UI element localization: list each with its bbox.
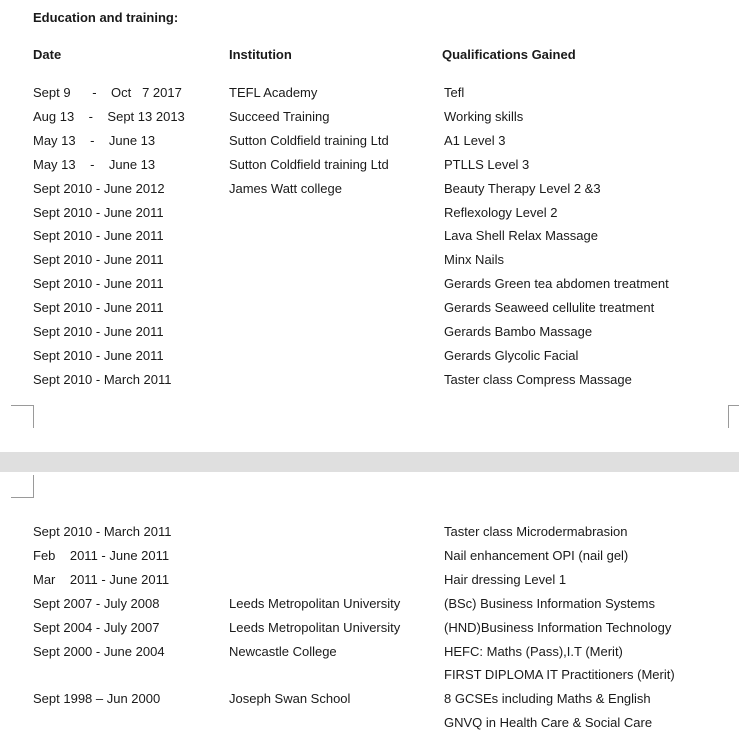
row-date: Sept 9 - Oct 7 2017 [33, 85, 182, 100]
row-qualification: PTLLS Level 3 [444, 156, 530, 172]
row-date: Sept 2007 - July 2008 [33, 595, 160, 611]
education-row [0, 205, 739, 225]
row-qualification: Minx Nails [444, 252, 504, 268]
row-institution: Sutton Coldfield training Ltd [229, 156, 389, 172]
education-row [0, 276, 739, 296]
education-row [0, 572, 739, 592]
row-qualification: Gerards Glycolic Facial [444, 347, 579, 363]
row-qualification: (BSc) Business Information Systems [444, 595, 655, 611]
row-qualification: Nail enhancement OPI (nail gel) [444, 547, 629, 563]
row-date: Sept 2010 - June 2011 [33, 252, 164, 268]
row-qualification: Beauty Therapy Level 2 &3 [444, 180, 601, 196]
row-qualification: Tefl [444, 85, 465, 100]
row-qualification: Taster class Compress Massage [444, 371, 632, 387]
row-institution: Leeds Metropolitan University [229, 595, 401, 611]
education-row [0, 620, 739, 640]
page-margin-corner-mark [11, 405, 34, 428]
row-qualification: HEFC: Maths (Pass),I.T (Merit) [444, 643, 623, 659]
row-qualification: Reflexology Level 2 [444, 204, 558, 220]
row-date: Sept 2010 - June 2011 [33, 347, 164, 363]
row-date: Sept 2010 - June 2011 [33, 228, 164, 244]
row-institution: Leeds Metropolitan University [229, 619, 401, 635]
row-date: Sept 2010 - March 2011 [33, 371, 172, 387]
education-row [0, 300, 739, 320]
row-date: Sept 2010 - June 2011 [33, 204, 164, 220]
document-page-2 [0, 472, 739, 743]
row-institution: TEFL Academy [229, 85, 318, 100]
page-margin-corner-mark [11, 475, 34, 498]
row-qualification: Hair dressing Level 1 [444, 571, 567, 587]
row-qualification: A1 Level 3 [444, 132, 506, 148]
row-date: Sept 2004 - July 2007 [33, 619, 160, 635]
education-row [0, 372, 739, 392]
column-header-date: Date [33, 47, 62, 62]
row-qualification: Taster class Microdermabrasion [444, 524, 628, 539]
education-row [0, 324, 739, 344]
row-institution: Succeed Training [229, 108, 330, 124]
row-date: Sept 2000 - June 2004 [33, 643, 165, 659]
page-break-gap [0, 452, 739, 472]
row-institution: Joseph Swan School [229, 691, 351, 707]
row-qualification: (HND)Business Information Technology [444, 619, 672, 635]
row-date: Aug 13 - Sept 13 2013 [33, 108, 185, 124]
education-row [0, 85, 739, 105]
education-row [0, 691, 739, 711]
row-date: Sept 2010 - March 2011 [33, 524, 172, 539]
education-row [0, 548, 739, 568]
section-title: Education and training: [33, 10, 179, 25]
row-institution: James Watt college [229, 180, 342, 196]
education-row [0, 524, 739, 544]
row-date: May 13 - June 13 [33, 156, 156, 172]
education-row [0, 133, 739, 153]
row-date: Mar 2011 - June 2011 [33, 571, 170, 587]
row-date: Feb 2011 - June 2011 [33, 547, 170, 563]
education-row [0, 228, 739, 248]
education-row [0, 644, 739, 664]
row-date: Sept 2010 - June 2011 [33, 300, 164, 316]
row-qualification: Gerards Green tea abdomen treatment [444, 276, 669, 292]
row-qualification: Lava Shell Relax Massage [444, 228, 598, 244]
row-qualification: Gerards Bambo Massage [444, 324, 593, 339]
row-date: May 13 - June 13 [33, 132, 156, 148]
row-date: Sept 2010 - June 2011 [33, 324, 164, 339]
row-qualification: 8 GCSEs including Maths & English [444, 691, 651, 707]
education-row [0, 667, 739, 687]
page-margin-corner-mark [728, 405, 739, 428]
row-date: Sept 2010 - June 2011 [33, 276, 164, 292]
row-date: Sept 2010 - June 2012 [33, 180, 165, 196]
education-row [0, 109, 739, 129]
education-row [0, 157, 739, 177]
row-qualification: Gerards Seaweed cellulite treatment [444, 300, 655, 316]
education-row [0, 181, 739, 201]
row-institution: Sutton Coldfield training Ltd [229, 132, 389, 148]
row-institution: Newcastle College [229, 643, 337, 659]
row-qualification: GNVQ in Health Care & Social Care [444, 715, 653, 731]
education-row [0, 596, 739, 616]
column-header-qualification: Qualifications Gained [442, 47, 576, 62]
education-row [0, 715, 739, 735]
row-date: Sept 1998 – Jun 2000 [33, 691, 161, 707]
row-qualification: FIRST DIPLOMA IT Practitioners (Merit) [444, 667, 675, 683]
education-row [0, 252, 739, 272]
row-qualification: Working skills [444, 108, 524, 124]
education-row [0, 348, 739, 368]
column-header-institution: Institution [229, 47, 292, 62]
